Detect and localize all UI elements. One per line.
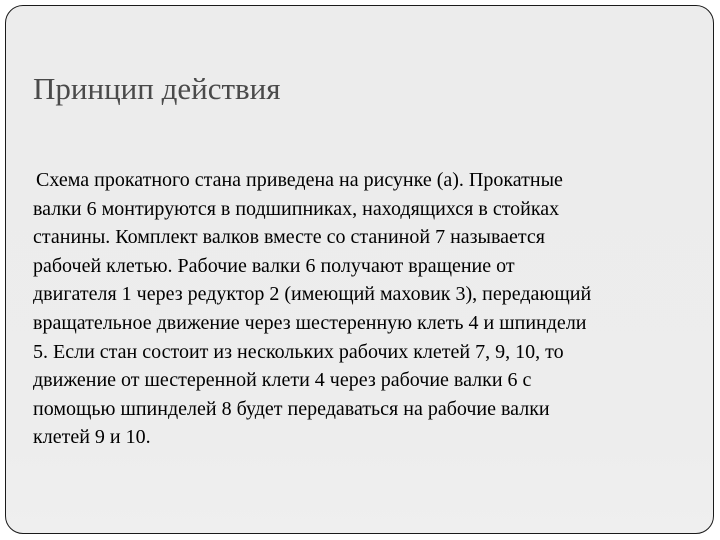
body-line: вращательное движение через шестеренную клеть 4 и шпиндели (33, 311, 587, 334)
body-line: станины. Комплект валков вместе со станиной 7 называется (33, 226, 545, 249)
body-line: 5. Если стан состоит из нескольких рабочих клетей 7, 9, 10, то (33, 340, 564, 363)
slide-title: Принцип действия (33, 71, 281, 106)
body-line: Схема прокатного стана приведена на рисунке (а). Прокатные (36, 169, 563, 191)
body-line: двигателя 1 через редуктор 2 (имеющий маховик 3), передающий (33, 283, 592, 306)
body-line: помощью шпинделей 8 будет передаваться на рабочие валки (33, 397, 550, 420)
slide-body-text (33, 166, 711, 452)
body-line: движение от шестеренной клети 4 через рабочие валки 6 с (33, 369, 532, 392)
body-line: клетей 9 и 10. (33, 426, 151, 449)
body-line: рабочей клетью. Рабочие валки 6 получают вращение от (33, 254, 515, 277)
body-line: валки 6 монтируются в подшипниках, находящихся в стойках (33, 197, 560, 220)
